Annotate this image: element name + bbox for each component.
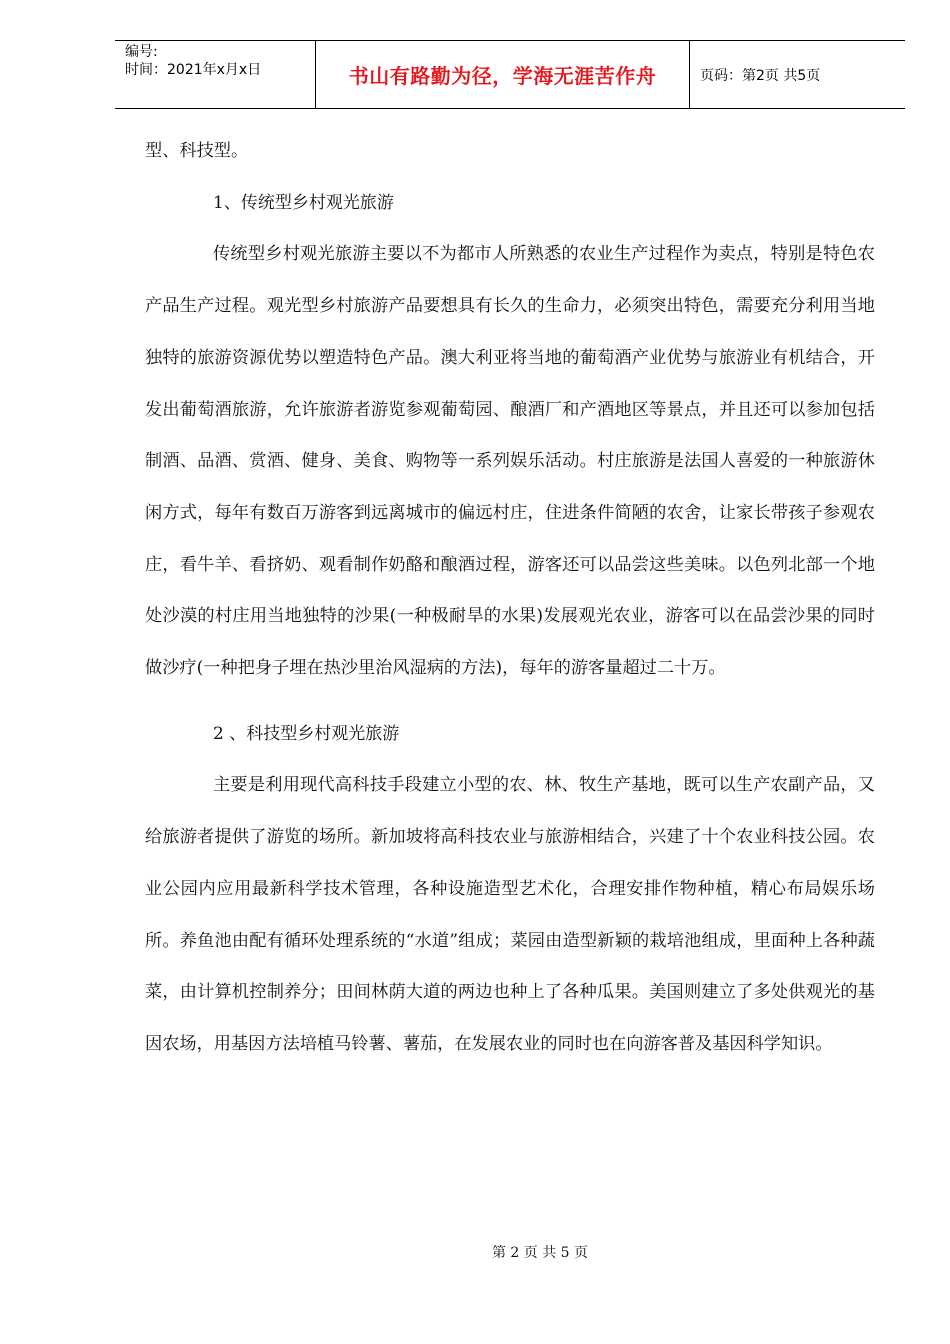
header-page-info: 页码：第2页 共5页 bbox=[700, 67, 821, 84]
header-motto: 书山有路勤为径，学海无涯苦作舟 bbox=[348, 64, 657, 88]
document-number-label: 编号: bbox=[125, 44, 158, 60]
header-page-info-cell bbox=[690, 41, 905, 108]
document-body bbox=[145, 126, 875, 1071]
section-1-paragraph: 传统型乡村观光旅游主要以不为都市人所熟悉的农业生产过程作为卖点，特别是特色农产品生产过程。观光型乡村旅游产品要想具有长久的生命力，必须突出特色，需要充分利用当地独特的旅游资源优势以塑造特色产品。澳大利亚将当地的葡萄酒产业优势与旅游业有机结合，开发出葡萄酒旅游，允许旅游者游览参观葡萄园、酿酒厂和产酒地区等景点，并且还可以参加包括制酒、品酒、赏酒、健身、美食、购物等一系列娱乐活动。村庄旅游是法国人喜爱的一种旅游休闲方式，每年有数百万游客到远离城市的偏远村庄，住进条件简陋的农舍，让家长带孩子参观农庄，看牛羊、看挤奶、观看制作奶酪和酿酒过程，游客还可以品尝这些美味。以色列北部一个地处沙漠的村庄用当地独特的沙果(一种极耐旱的水果)发展观光农业，游客可以在品尝沙果的同时做沙疗(一种把身子埋在热沙里治风湿病的方法)，每年的游客量超过二十万。 bbox=[145, 244, 875, 679]
header-motto-cell bbox=[316, 41, 690, 108]
lead-text: 型、科技型。 bbox=[145, 141, 249, 161]
section-2-paragraph: 主要是利用现代高科技手段建立小型的农、林、牧生产基地，既可以生产农副产品，又给旅游者提供了游览的场所。新加坡将高科技农业与旅游相结合，兴建了十个农业科技公园。农业公园内应用最新科学技术管理，各种设施造型艺术化，合理安排作物种植，精心布局娱乐场所。养鱼池由配有循环处理系统的“水道”组成；菜园由造型新颖的栽培池组成，里面种上各种蔬菜，由计算机控制养分；田间林荫大道的两边也种上了各种瓜果。美国则建立了多处供观光的基因农场，用基因方法培植马铃薯、薯茄，在发展农业的同时也在向游客普及基因科学知识。 bbox=[145, 775, 875, 1054]
page-footer: 第 2 页 共 5 页 bbox=[491, 1245, 589, 1261]
section-1-title: 1、传统型乡村观光旅游 bbox=[213, 192, 394, 213]
section-2-title: 2 、科技型乡村观光旅游 bbox=[213, 723, 400, 744]
document-time-label: 时间：2021年x月x日 bbox=[125, 62, 262, 78]
header-meta bbox=[115, 41, 316, 108]
document-header bbox=[115, 40, 905, 109]
